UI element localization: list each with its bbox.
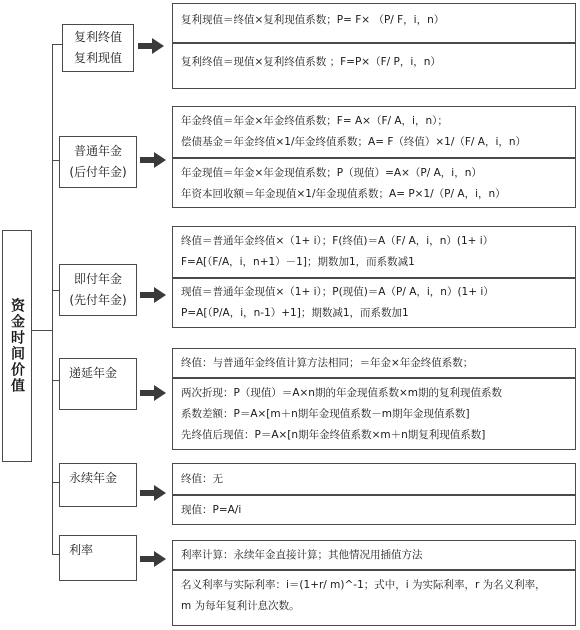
root-node: [2, 230, 32, 462]
category-compound-line-1: 复利终值: [73, 30, 122, 44]
category-compound: [62, 24, 134, 72]
box-ordinary-future-value-line-2: 偿债基金＝年金终值×1/年金终值系数；A= F（终值）×1/（F/ A，i，n）: [181, 136, 527, 148]
box-compound-present-value: [172, 3, 576, 43]
box-perpetual-present-value: [172, 495, 576, 525]
arrow-due-icon: [140, 287, 166, 303]
category-due-line-2: (先付年金): [69, 293, 127, 307]
category-deferred-line-1: 递延年金: [69, 366, 118, 380]
branch-perpetual: [52, 482, 59, 483]
arrow-compound-icon: [138, 38, 164, 54]
arrow-perpetual-icon: [140, 485, 166, 501]
arrow-rate-icon: [140, 551, 166, 567]
box-deferred-future-value: [172, 348, 576, 378]
category-ordinary-line-2: (后付年金): [69, 165, 127, 179]
box-deferred-future-value-line-1: 终值：与普通年金终值计算方法相同；＝年金×年金终值系数；: [181, 357, 474, 369]
box-rate-calculation-line-1: 利率计算：永续年金直接计算；其他情况用插值方法: [181, 549, 423, 561]
arrow-ordinary-icon: [140, 152, 166, 168]
box-compound-future-value: [172, 43, 576, 89]
branch-rate: [52, 554, 59, 555]
branch-deferred: [52, 380, 59, 381]
box-compound-present-value-line-1: 复利现值＝终值×复利现值系数；P= F× （P/ F，i，n）: [181, 14, 445, 26]
box-deferred-present-value: [172, 378, 576, 450]
category-due-line-1: 即付年金: [73, 272, 122, 286]
box-deferred-present-value-line-1: 两次折现：P（现值）＝A×n期的年金现值系数×m期的复利现值系数: [181, 387, 502, 399]
box-due-present-value-line-2: P=A[（P/A，i，n-1）+1]；期数减1，而系数加1: [181, 307, 409, 319]
trunk-line: [52, 44, 53, 554]
category-deferred: [59, 358, 137, 410]
branch-compound: [52, 44, 62, 45]
box-due-future-value-line-2: F=A[（F/A，i，n+1）－1]；期数加1，而系数减1: [181, 256, 415, 268]
box-rate-calculation: [172, 540, 576, 570]
root-label: 资金时间价值: [9, 298, 25, 394]
box-perpetual-present-value-line-1: 现值：P=A/i: [181, 504, 242, 516]
box-ordinary-future-value: [172, 106, 576, 158]
box-deferred-present-value-line-3: 先终值后现值：P＝A×[n期年金终值系数×m＋n期复利现值系数]: [181, 429, 486, 441]
category-ordinary: [59, 136, 137, 188]
box-compound-future-value-line-1: 复利终值＝现值×复利终值系数 ；F=P×（F/ P，i，n）: [181, 56, 441, 68]
box-ordinary-present-value-line-2: 年资本回收额＝年金现值×1/年金现值系数；A= P×1/（P/ A，i，n）: [181, 188, 506, 200]
box-due-future-value-line-1: 终值＝普通年金终值×（1+ i）；F(终值)＝A（F/ A，i，n）(1+ i）: [181, 235, 494, 247]
category-rate: [59, 535, 137, 581]
box-ordinary-present-value-line-1: 年金现值＝年金×年金现值系数；P（现值）=A×（P/ A，i，n）: [181, 167, 482, 179]
box-ordinary-future-value-line-1: 年金终值＝年金×年金终值系数；F= A×（F/ A，i，n）；: [181, 115, 448, 127]
category-perpetual-line-1: 永续年金: [69, 471, 118, 485]
branch-due: [52, 290, 59, 291]
box-rate-nominal-effective-line-2: m 为每年复利计息次数。: [181, 600, 300, 612]
category-rate-line-1: 利率: [69, 543, 94, 557]
box-perpetual-future-value-line-1: 终值：无: [181, 473, 223, 485]
box-rate-nominal-effective-line-1: 名义利率与实际利率：i＝(1+r/ m)^-1；式中，i 为实际利率，r 为名义利率，: [181, 579, 546, 591]
box-due-future-value: [172, 226, 576, 278]
box-due-present-value: [172, 278, 576, 328]
category-compound-line-2: 复利现值: [73, 51, 122, 65]
root-connector: [32, 330, 52, 331]
box-perpetual-future-value: [172, 463, 576, 495]
box-deferred-present-value-line-2: 系数差额：P＝A×[m＋n期年金现值系数－m期年金现值系数]: [181, 408, 470, 420]
category-perpetual: [59, 463, 137, 507]
box-due-present-value-line-1: 现值＝普通年金现值×（1+ i）；P(现值)＝A（P/ A，i，n）(1+ i）: [181, 286, 494, 298]
branch-ordinary: [52, 160, 59, 161]
arrow-deferred-icon: [140, 385, 166, 401]
box-rate-nominal-effective: [172, 570, 576, 626]
category-due: [59, 264, 137, 316]
box-ordinary-present-value: [172, 158, 576, 208]
category-ordinary-line-1: 普通年金: [73, 144, 122, 158]
